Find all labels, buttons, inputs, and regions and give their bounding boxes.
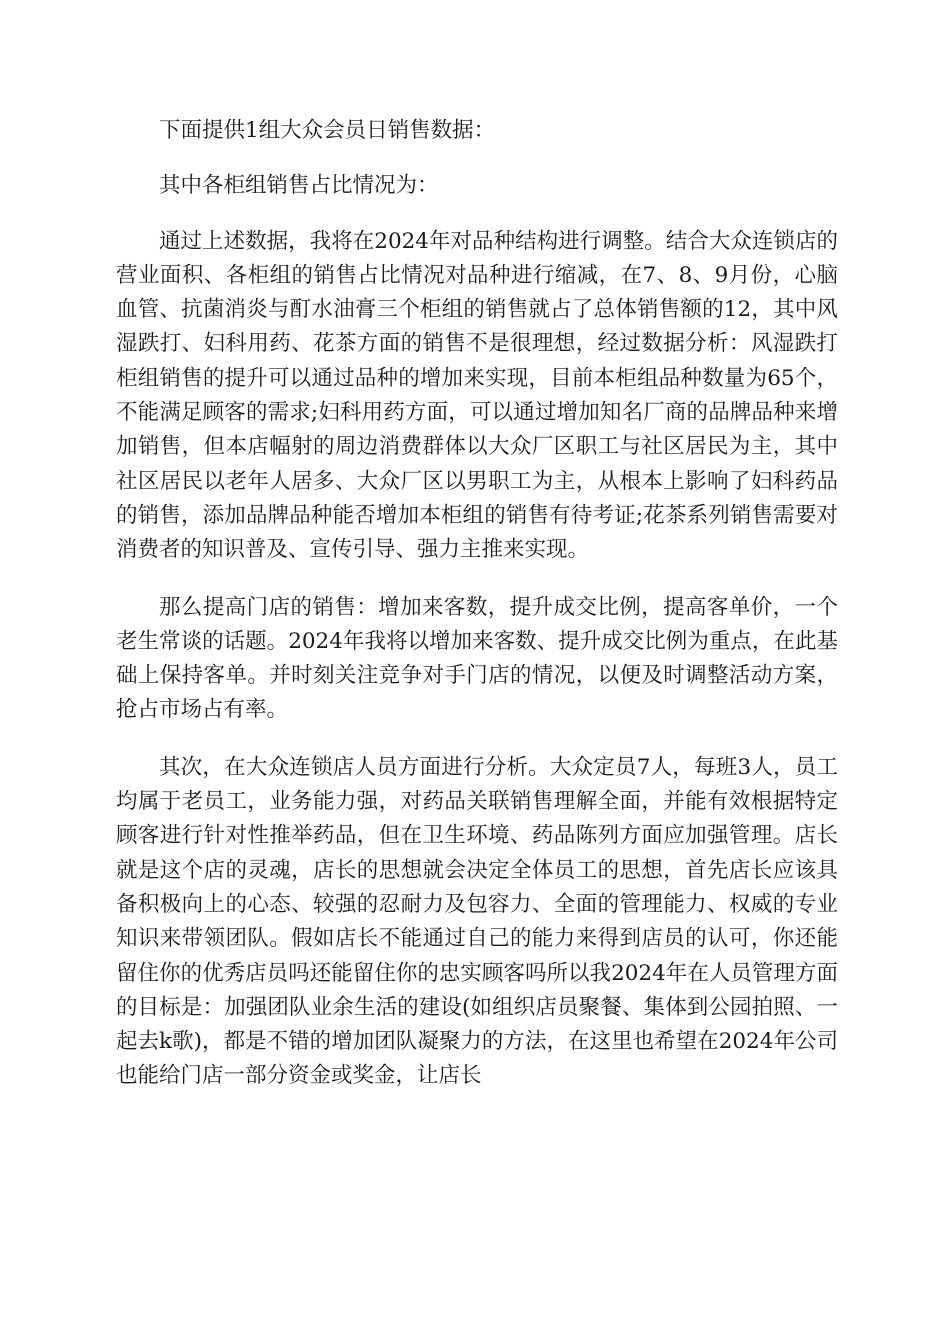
document-body: [116, 114, 838, 1094]
paragraph-store-sales: 那么提高门店的销售：增加来客数，提升成交比例，提高客单价，一个老生常谈的话题。2024年我将以增加来客数、提升成交比例为重点，在此基础上保持客单。并时刻关注竞争对手门店的情况，以便及时调整活动方案，抢占市场占有率。: [116, 594, 838, 723]
paragraph-counter-ratio: 其中各柜组销售占比情况为：: [159, 173, 439, 199]
paragraph-staff-analysis: 其次，在大众连锁店人员方面进行分析。大众定员7人，每班3人，员工均属于老员工，业务能力强，对药品关联销售理解全面，并能有效根据特定顾客进行针对性推举药品，但在卫生环境、药品陈列方面应加强管理。店长就是这个店的灵魂，店长的思想就会决定全体员工的思想，首先店长应该具备积极向上的心态、较强的忍耐力及包容力、全面的管理能力、权威的专业知识来带领团队。假如店长不能通过自己的能力来得到店员的认可，你还能留住你的优秀店员吗还能留住你的忠实顾客吗所以我2024年在人员管理方面的目标是：加强团队业余生活的建设(如组织店员聚餐、集体到公园拍照、一起去k歌)，都是不错的增加团队凝聚力的方法，在这里也希望在2024年公司也能给门店一部分资金或奖金，让店长: [116, 754, 838, 1089]
paragraph-product-structure: 通过上述数据，我将在2024年对品种结构进行调整。结合大众连锁店的营业面积、各柜组的销售占比情况对品种进行缩减，在7、8、9月份，心脑血管、抗菌消炎与酊水油膏三个柜组的销售就占了总体销售额的12，其中风湿跌打、妇科用药、花茶方面的销售不是很理想，经过数据分析：风湿跌打柜组销售的提升可以通过品种的增加来实现，目前本柜组品种数量为65个，不能满足顾客的需求;妇科用药方面，可以通过增加知名厂商的品牌品种来增加销售，但本店幅射的周边消费群体以大众厂区职工与社区居民为主，其中社区居民以老年人居多、大众厂区以男职工为主，从根本上影响了妇科药品的销售，添加品牌品种能否增加本柜组的销售有待考证;花茶系列销售需要对消费者的知识普及、宣传引导、强力主推来实现。: [116, 228, 838, 563]
paragraph-intro-data: 下面提供1组大众会员日销售数据：: [159, 118, 496, 143]
